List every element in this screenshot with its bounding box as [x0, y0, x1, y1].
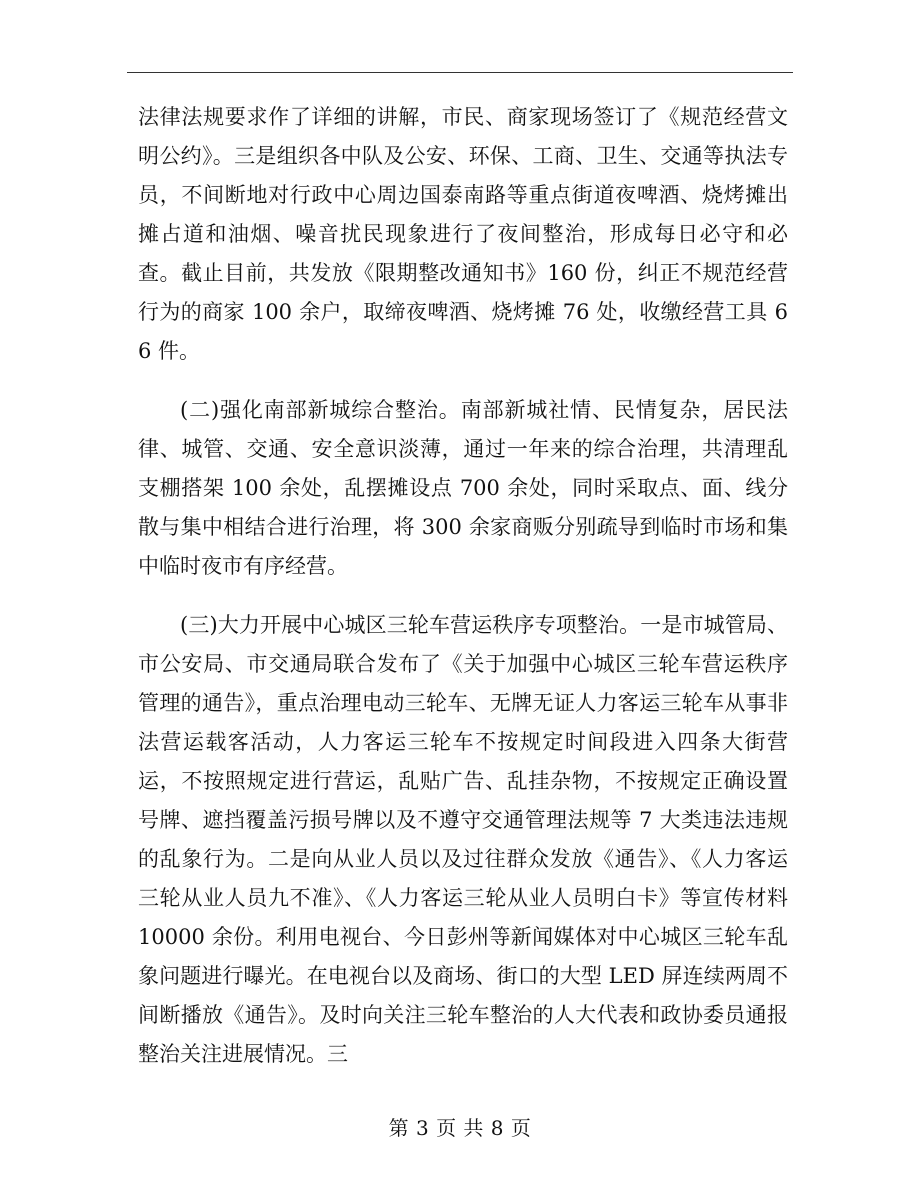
- paragraph-tricycle-rectification: (三)大力开展中心城区三轮车营运秩序专项整治。一是市城管局、市公安局、市交通局联合发布了《关于加强中心城区三轮车营运秩序管理的通告》，重点治理电动三轮车、无牌无证人力客运三轮车从事非法营运载客活动，人力客运三轮车不按规定时间段进入四条大街营运，不按照规定进行营运，乱贴广告、乱挂杂物，不按规定正确设置号牌、遮挡覆盖污损号牌以及不遵守交通管理法规等 7 大类违法违规的乱象行为。二是向从业人员以及过往群众发放《通告》、《人力客运三轮从业人员九不准》、《人力客运三轮从业人员明白卡》等宣传材料 10000 余份。利用电视台、今日彭州等新闻媒体对中心城区三轮车乱象问题进行曝光。在电视台以及商场、街口的大型 LED 屏连续两周不间断播放《通告》。及时向关注三轮车整治的人大代表和政协委员通报整治关注进展情况。三: [138, 613, 788, 1066]
- page-footer: 第 3 页 共 8 页: [388, 1116, 532, 1140]
- header-rule: [127, 72, 793, 73]
- paragraph-continuation: 法律法规要求作了详细的讲解，市民、商家现场签订了《规范经营文明公约》。三是组织各中队及公安、环保、工商、卫生、交通等执法专员，不间断地对行政中心周边国泰南路等重点街道夜啤酒、烧烤摊出摊占道和油烟、噪音扰民现象进行了夜间整治，形成每日必守和必查。截止目前，共发放《限期整改通知书》160 份，纠正不规范经营行为的商家 100 余户，取缔夜啤酒、烧烤摊 76 处，收缴经营工具 66 件。: [138, 105, 788, 363]
- document-body: [138, 98, 788, 1074]
- paragraph-southern-new-city: (二)强化南部新城综合整治。南部新城社情、民情复杂，居民法律、城管、交通、安全意识淡薄，通过一年来的综合治理，共清理乱支棚搭架 100 余处，乱摆摊设点 700 余处，同时采取点、面、线分散与集中相结合进行治理，将 300 余家商贩分别疏导到临时市场和集中临时夜市有序经营。: [138, 398, 788, 578]
